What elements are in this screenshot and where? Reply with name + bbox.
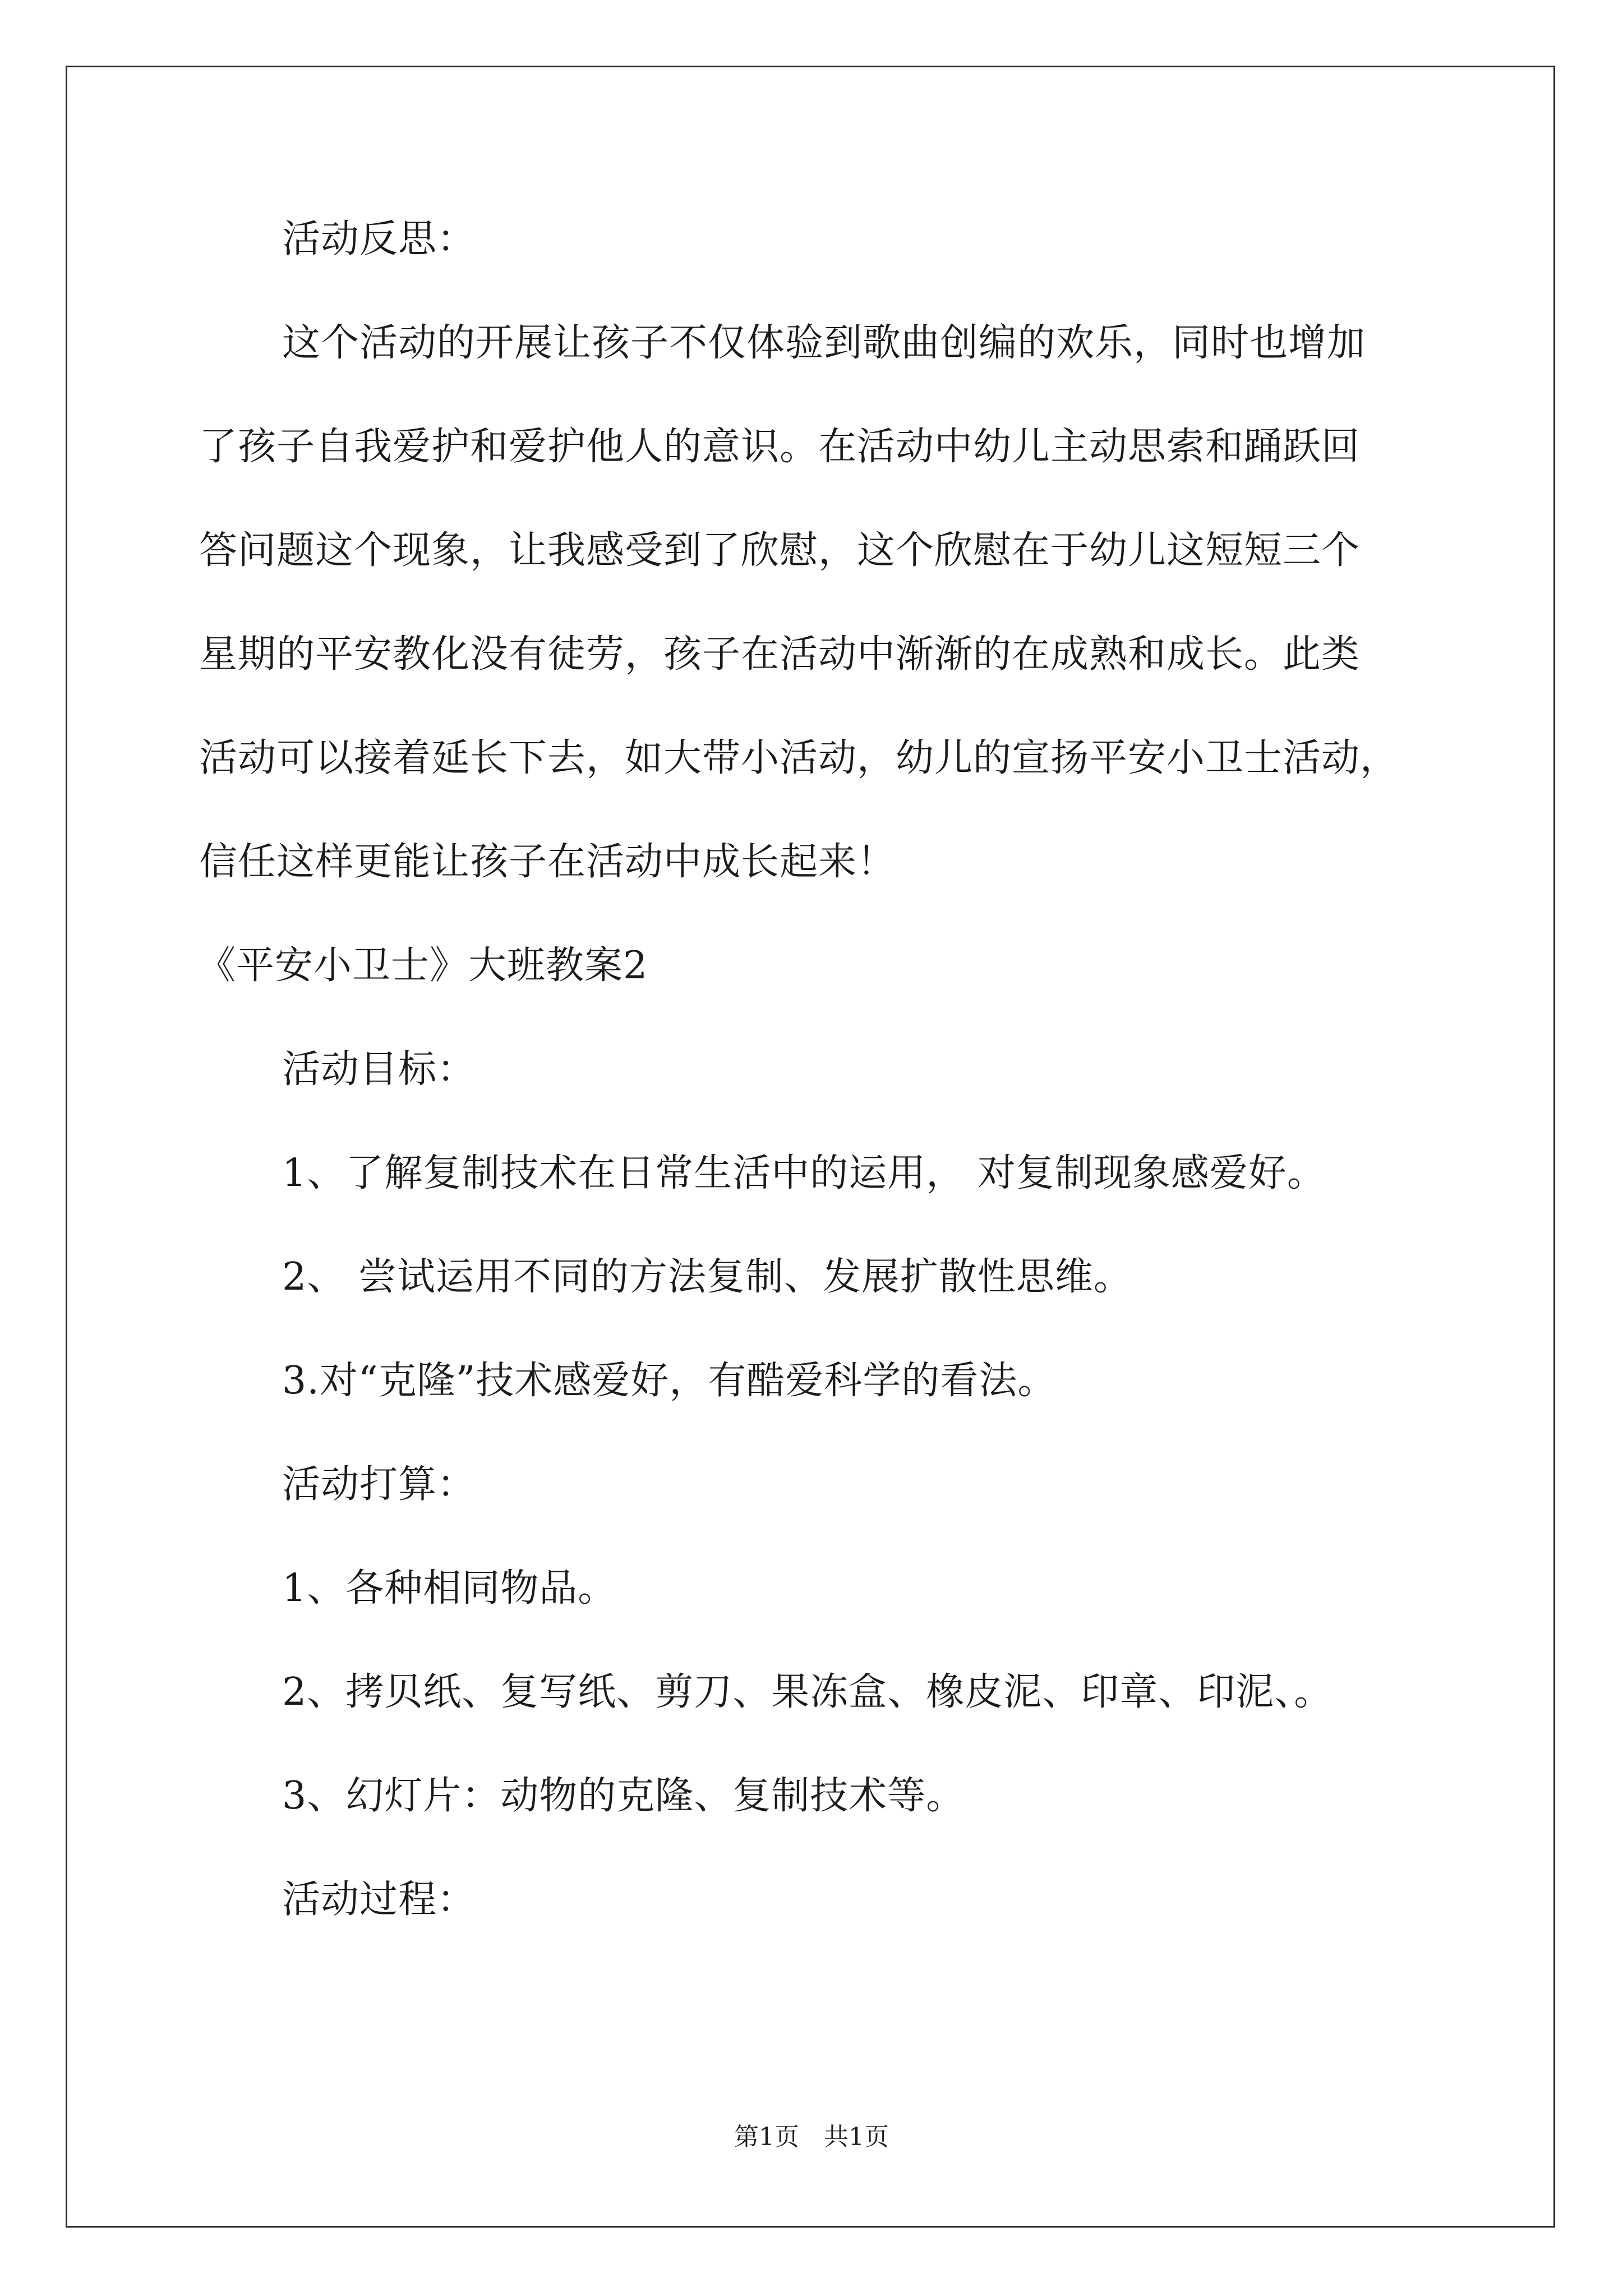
- paragraph-line: 信任这样更能让孩子在活动中成长起来！: [199, 840, 896, 884]
- preparation-item: 3、幻灯片：动物的克隆、复制技术等。: [282, 1774, 965, 1818]
- paragraph-line: 星期的平安教化没有徒劳，孩子在活动中渐渐的在成熟和成长。此类: [199, 632, 1361, 677]
- preparation-item: 2、拷贝纸、复写纸、剪刀、果冻盒、橡皮泥、印章、印泥、。: [282, 1670, 1333, 1714]
- goal-item: 2、 尝试运用不同的方法复制、发展扩散性思维。: [282, 1255, 1132, 1299]
- paragraph-line: 活动可以接着延长下去，如大带小活动，幼儿的宣扬平安小卫士活动，: [199, 736, 1399, 780]
- goal-item: 3.对“克隆”技术感爱好，有酷爱科学的看法。: [282, 1359, 1057, 1403]
- preparation-item: 1、各种相同物品。: [282, 1566, 617, 1611]
- process-heading: 活动过程：: [282, 1878, 476, 1922]
- preparation-heading: 活动打算：: [282, 1462, 476, 1507]
- paragraph-line: 了孩子自我爱护和爱护他人的意识。在活动中幼儿主动思索和踊跃回: [199, 425, 1361, 469]
- paragraph-line: 答问题这个现象，让我感受到了欣慰，这个欣慰在于幼儿这短短三个: [199, 528, 1361, 573]
- section-title: 《平安小卫士》大班教案2: [197, 944, 648, 988]
- page-number: 第1页 共1页: [734, 2123, 889, 2151]
- reflection-heading: 活动反思：: [282, 217, 476, 261]
- paragraph-line: 这个活动的开展让孩子不仅体验到歌曲创编的欢乐，同时也增加: [282, 321, 1366, 365]
- goals-heading: 活动目标：: [282, 1047, 476, 1092]
- goal-item: 1、了解复制技术在日常生活中的运用， 对复制现象感爱好。: [282, 1151, 1326, 1195]
